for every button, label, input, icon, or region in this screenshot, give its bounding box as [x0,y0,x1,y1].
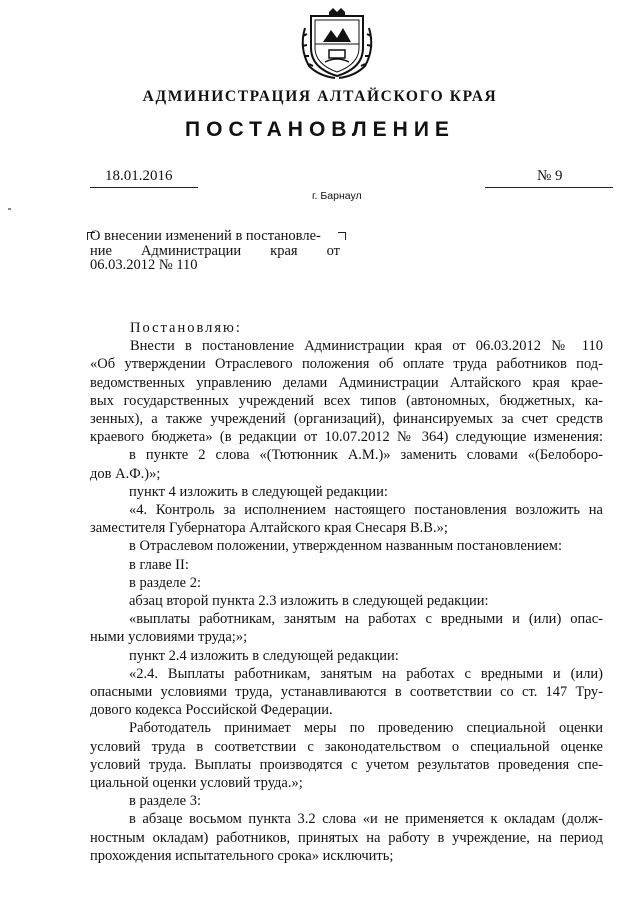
document-body [90,319,603,865]
subject-line: ние Администрации края от [90,242,340,259]
coat-of-arms-emblem [295,8,379,80]
body-line: в Отраслевом положении, утвержденном названным постановлением: [129,538,562,555]
document-subject [90,229,340,273]
body-line: в пункте 2 слова «(Тютюнник А.М.)» заменить словами «(Белоборо- [129,447,603,464]
organization-name: АДМИНИСТРАЦИЯ АЛТАЙСКОГО КРАЯ [142,88,498,105]
subject-line: О внесении изменений в постановле- [90,228,321,244]
body-line: дов А.Ф.)»; [90,465,161,482]
body-line: в разделе 3: [129,793,202,810]
emblem-icon [295,8,379,80]
date-underline [90,187,198,188]
body-line: в главе II: [129,556,189,573]
subject-line: 06.03.2012 № 110 [90,257,198,273]
body-line: прохождения испытательного срока» исключить; [90,847,394,864]
body-line: Постановляю: [130,320,242,336]
body-line: Внести в постановление Администрации края от 06.03.2012 № 110 [130,338,603,355]
body-line: условий труда в соответствии с законодательством о специальной оценке [90,738,603,755]
document-type-title: ПОСТАНОВЛЕНИЕ [185,118,455,141]
body-line: «выплаты работникам, занятым на работах с вредными и (или) опас- [129,611,603,628]
number-underline [485,187,613,188]
body-line: в разделе 2: [129,574,202,591]
body-line: условий труда. Выплаты производятся с учетом результатов проведения спе- [90,756,603,773]
body-line: ностным окладам) работников, принятых на работу в учреждение, на период [90,829,603,846]
body-line: пункт 4 изложить в следующей редакции: [129,483,388,500]
body-line: дового кодекса Российской Федерации. [90,702,333,719]
body-line: заместителя Губернатора Алтайского края Снесаря В.В.»; [90,520,448,537]
body-line: зенных), а также учреждений (организаций), финансируемых за счет средств [90,411,603,428]
body-line: Работодатель принимает меры по проведению специальной оценки [129,720,603,737]
document-number: № 9 [537,168,563,184]
body-line: ными условиями труда;»; [90,629,248,646]
margin-mark [8,208,11,210]
body-line: «4. Контроль за исполнением настоящего постановления возложить на [129,502,603,519]
body-line: опасными условиями труда, устанавливаются в соответствии со ст. 147 Тру- [90,684,603,701]
body-line: «2.4. Выплаты работникам, занятым на работах с вредными и (или) [129,665,603,682]
document-date: 18.01.2016 [105,168,173,184]
body-line: пункт 2.4 изложить в следующей редакции: [129,647,399,664]
city-label: г. Барнаул [312,190,362,202]
body-line: в абзаце восьмом пункта 3.2 слова «и не применяется к окладам (долж- [129,811,603,828]
body-line: абзац второй пункта 2.3 изложить в следующей редакции: [129,593,489,610]
body-line: циальной оценки условий труда.»; [90,775,303,792]
body-line: краевого бюджета» (в редакции от 10.07.2012 № 364) следующие изменения: [90,429,603,446]
body-line: «Об утверждении Отраслевого положения об оплате труда работников под- [90,356,603,373]
body-line: ведомственных управлению делами Администрации Алтайского края крае- [90,374,603,391]
body-line: вых государственных учреждений всех типов (автономных, бюджетных, ка- [90,392,603,409]
